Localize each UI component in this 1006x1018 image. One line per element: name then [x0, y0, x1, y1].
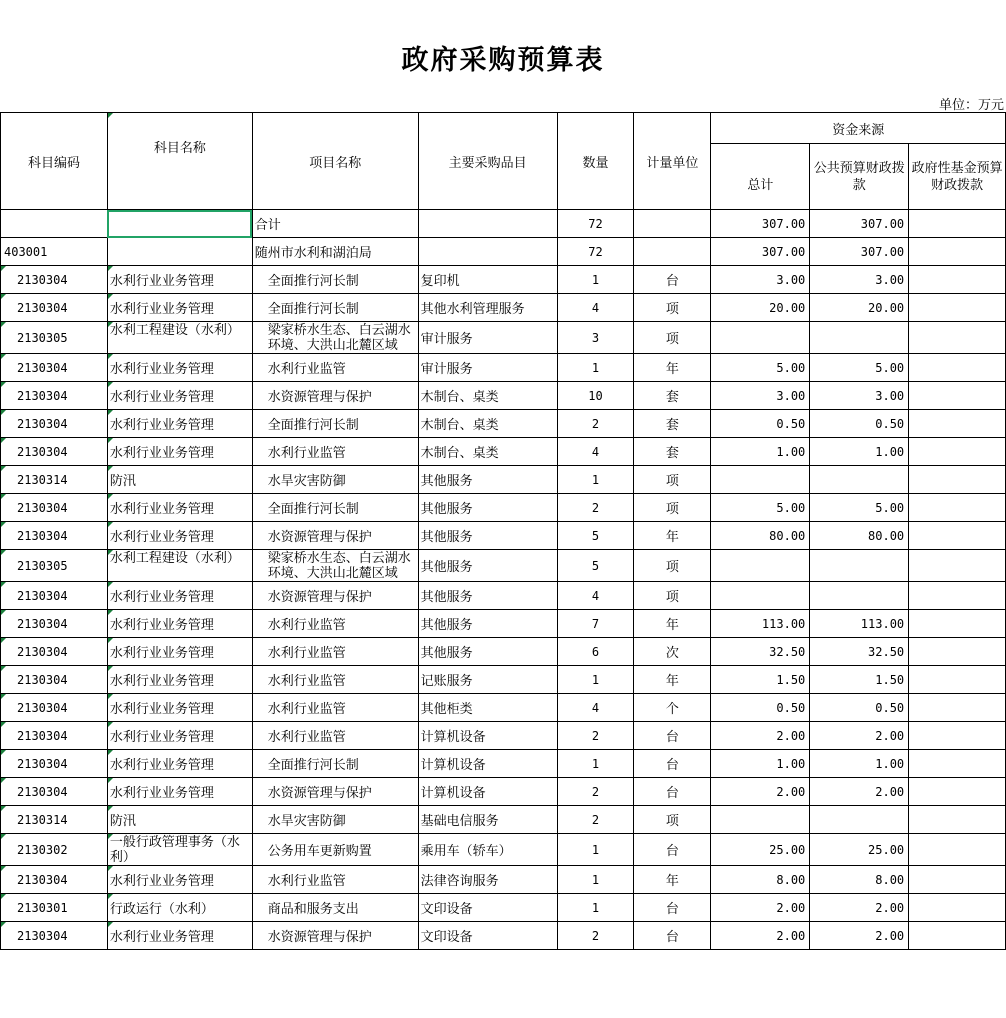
cell-project[interactable]: 全面推行河长制: [252, 266, 418, 294]
cell-total[interactable]: 5.00: [711, 354, 810, 382]
header-project[interactable]: 项目名称: [252, 113, 418, 210]
cell-public[interactable]: 80.00: [810, 522, 909, 550]
header-item[interactable]: 主要采购品目: [418, 113, 557, 210]
cell-item[interactable]: 其他服务: [418, 522, 557, 550]
summary-item[interactable]: [418, 210, 557, 238]
cell-measure[interactable]: 台: [634, 722, 711, 750]
cell-qty[interactable]: 1: [557, 834, 634, 866]
cell-item[interactable]: 计算机设备: [418, 750, 557, 778]
cell-project[interactable]: 水利行业监管: [252, 666, 418, 694]
cell-code[interactable]: 2130304: [1, 666, 108, 694]
cell-code[interactable]: 2130305: [1, 550, 108, 582]
cell-total[interactable]: 80.00: [711, 522, 810, 550]
cell-subject[interactable]: 一般行政管理事务（水利）: [107, 834, 252, 866]
cell-subject[interactable]: 水利行业业务管理: [107, 582, 252, 610]
cell-public[interactable]: [810, 466, 909, 494]
cell-code[interactable]: 2130304: [1, 266, 108, 294]
cell-total[interactable]: [711, 322, 810, 354]
dept-total[interactable]: 307.00: [711, 238, 810, 266]
cell-item[interactable]: 其他柜类: [418, 694, 557, 722]
cell-project[interactable]: 水资源管理与保护: [252, 582, 418, 610]
cell-qty[interactable]: 4: [557, 294, 634, 322]
cell-total[interactable]: 113.00: [711, 610, 810, 638]
cell-qty[interactable]: 1: [557, 354, 634, 382]
unit-label: 单位：万元: [938, 98, 1004, 113]
cell-project[interactable]: 全面推行河长制: [252, 494, 418, 522]
cell-measure[interactable]: 项: [634, 322, 711, 354]
cell-code[interactable]: 2130304: [1, 610, 108, 638]
cell-project[interactable]: 水资源管理与保护: [252, 382, 418, 410]
cell-gov-fund[interactable]: [909, 866, 1006, 894]
cell-qty[interactable]: 1: [557, 666, 634, 694]
cell-public[interactable]: 20.00: [810, 294, 909, 322]
table-row: [1, 582, 1006, 610]
cell-measure[interactable]: 套: [634, 438, 711, 466]
cell-subject[interactable]: 水利行业业务管理: [107, 382, 252, 410]
cell-project[interactable]: 公务用车更新购置: [252, 834, 418, 866]
table-row: [1, 666, 1006, 694]
cell-item[interactable]: 复印机: [418, 266, 557, 294]
cell-subject[interactable]: 水利工程建设（水利）: [107, 322, 252, 354]
cell-code[interactable]: 2130301: [1, 894, 108, 922]
cell-gov-fund[interactable]: [909, 550, 1006, 582]
cell-public[interactable]: 113.00: [810, 610, 909, 638]
cell-project[interactable]: 梁家桥水生态、白云湖水环境、大洪山北麓区域: [252, 322, 418, 354]
cell-measure[interactable]: 台: [634, 778, 711, 806]
cell-qty[interactable]: 4: [557, 438, 634, 466]
cell-item[interactable]: 文印设备: [418, 894, 557, 922]
cell-total[interactable]: 8.00: [711, 866, 810, 894]
table-row: [1, 354, 1006, 382]
cell-public[interactable]: 1.00: [810, 438, 909, 466]
cell-qty[interactable]: 6: [557, 638, 634, 666]
cell-measure[interactable]: 个: [634, 694, 711, 722]
table-row: [1, 778, 1006, 806]
dept-project[interactable]: 随州市水利和湖泊局: [252, 238, 418, 266]
cell-project[interactable]: 水利行业监管: [252, 638, 418, 666]
cell-item[interactable]: 记账服务: [418, 666, 557, 694]
cell-subject[interactable]: 水利行业业务管理: [107, 610, 252, 638]
cell-gov-fund[interactable]: [909, 522, 1006, 550]
cell-total[interactable]: 2.00: [711, 722, 810, 750]
cell-gov-fund[interactable]: [909, 610, 1006, 638]
table-row: [1, 382, 1006, 410]
cell-code[interactable]: 2130314: [1, 806, 108, 834]
cell-measure[interactable]: 项: [634, 806, 711, 834]
dept-row: [1, 238, 1006, 266]
cell-item[interactable]: 乘用车（轿车）: [418, 834, 557, 866]
cell-total[interactable]: 3.00: [711, 266, 810, 294]
table-row: [1, 466, 1006, 494]
cell-total[interactable]: [711, 466, 810, 494]
cell-qty[interactable]: 4: [557, 582, 634, 610]
table-row: [1, 438, 1006, 466]
cell-public[interactable]: 32.50: [810, 638, 909, 666]
cell-gov-fund[interactable]: [909, 494, 1006, 522]
cell-qty[interactable]: 2: [557, 922, 634, 950]
table-row: [1, 806, 1006, 834]
cell-code[interactable]: 2130304: [1, 866, 108, 894]
cell-public[interactable]: 5.00: [810, 494, 909, 522]
cell-gov-fund[interactable]: [909, 582, 1006, 610]
cell-gov-fund[interactable]: [909, 354, 1006, 382]
dept-subject[interactable]: [107, 238, 252, 266]
header-code[interactable]: 科目编码: [1, 113, 108, 210]
cell-total[interactable]: 20.00: [711, 294, 810, 322]
table-row: [1, 494, 1006, 522]
cell-public[interactable]: [810, 322, 909, 354]
cell-qty[interactable]: 1: [557, 750, 634, 778]
header-qty[interactable]: 数量: [557, 113, 634, 210]
summary-measure[interactable]: [634, 210, 711, 238]
dept-code[interactable]: 403001: [1, 238, 108, 266]
cell-gov-fund[interactable]: [909, 294, 1006, 322]
cell-code[interactable]: 2130314: [1, 466, 108, 494]
cell-item[interactable]: 其他服务: [418, 494, 557, 522]
summary-code[interactable]: [1, 210, 108, 238]
cell-measure[interactable]: 项: [634, 494, 711, 522]
cell-project[interactable]: 梁家桥水生态、白云湖水环境、大洪山北麓区域: [252, 550, 418, 582]
table-row: [1, 722, 1006, 750]
cell-qty[interactable]: 5: [557, 550, 634, 582]
cell-project[interactable]: 水利行业监管: [252, 354, 418, 382]
cell-gov-fund[interactable]: [909, 750, 1006, 778]
cell-measure[interactable]: 年: [634, 666, 711, 694]
cell-code[interactable]: 2130304: [1, 582, 108, 610]
header-gov-fund[interactable]: 政府性基金预算财政拨款: [909, 144, 1006, 210]
cell-total[interactable]: 25.00: [711, 834, 810, 866]
cell-measure[interactable]: 次: [634, 638, 711, 666]
table-row: [1, 294, 1006, 322]
cell-code[interactable]: 2130302: [1, 834, 108, 866]
table-row: [1, 894, 1006, 922]
cell-gov-fund[interactable]: [909, 834, 1006, 866]
cell-total[interactable]: 2.00: [711, 778, 810, 806]
cell-total[interactable]: 1.00: [711, 438, 810, 466]
cell-subject[interactable]: 防汛: [107, 806, 252, 834]
cell-public[interactable]: 3.00: [810, 382, 909, 410]
cell-code[interactable]: 2130304: [1, 694, 108, 722]
summary-total[interactable]: 307.00: [711, 210, 810, 238]
table-row: [1, 922, 1006, 950]
summary-qty[interactable]: 72: [557, 210, 634, 238]
dept-gov-fund[interactable]: [909, 238, 1006, 266]
cell-qty[interactable]: 2: [557, 722, 634, 750]
cell-code[interactable]: 2130304: [1, 722, 108, 750]
cell-measure[interactable]: 年: [634, 522, 711, 550]
summary-public[interactable]: 307.00: [810, 210, 909, 238]
cell-subject[interactable]: 水利工程建设（水利）: [107, 550, 252, 582]
cell-subject[interactable]: 防汛: [107, 466, 252, 494]
cell-total[interactable]: 1.00: [711, 750, 810, 778]
cell-gov-fund[interactable]: [909, 666, 1006, 694]
cell-gov-fund[interactable]: [909, 694, 1006, 722]
cell-measure[interactable]: 年: [634, 610, 711, 638]
table-row: [1, 410, 1006, 438]
cell-item[interactable]: 木制台、桌类: [418, 382, 557, 410]
cell-measure[interactable]: 台: [634, 750, 711, 778]
cell-public[interactable]: 0.50: [810, 410, 909, 438]
cell-item[interactable]: 其他服务: [418, 610, 557, 638]
cell-project[interactable]: 水资源管理与保护: [252, 778, 418, 806]
cell-project[interactable]: 水资源管理与保护: [252, 522, 418, 550]
cell-item[interactable]: 法律咨询服务: [418, 866, 557, 894]
cell-total[interactable]: 0.50: [711, 410, 810, 438]
cell-subject[interactable]: 水利行业业务管理: [107, 778, 252, 806]
cell-subject[interactable]: 水利行业业务管理: [107, 354, 252, 382]
cell-item[interactable]: 其他服务: [418, 550, 557, 582]
cell-gov-fund[interactable]: [909, 438, 1006, 466]
cell-project[interactable]: 水利行业监管: [252, 438, 418, 466]
cell-measure[interactable]: 台: [634, 922, 711, 950]
cell-subject[interactable]: 水利行业业务管理: [107, 438, 252, 466]
cell-code[interactable]: 2130304: [1, 494, 108, 522]
cell-total[interactable]: 2.00: [711, 894, 810, 922]
cell-code[interactable]: 2130304: [1, 382, 108, 410]
summary-gov-fund[interactable]: [909, 210, 1006, 238]
cell-gov-fund[interactable]: [909, 466, 1006, 494]
cell-subject[interactable]: 水利行业业务管理: [107, 694, 252, 722]
cell-item[interactable]: 其他服务: [418, 582, 557, 610]
table-row: [1, 322, 1006, 354]
table-row: [1, 610, 1006, 638]
cell-subject[interactable]: 水利行业业务管理: [107, 866, 252, 894]
cell-subject[interactable]: 水利行业业务管理: [107, 266, 252, 294]
cell-subject[interactable]: 水利行业业务管理: [107, 750, 252, 778]
cell-total[interactable]: 5.00: [711, 494, 810, 522]
cell-subject[interactable]: 水利行业业务管理: [107, 922, 252, 950]
header-subject[interactable]: 科目名称: [107, 113, 252, 210]
table-row: [1, 834, 1006, 866]
cell-qty[interactable]: 1: [557, 894, 634, 922]
cell-measure[interactable]: 项: [634, 550, 711, 582]
cell-public[interactable]: 25.00: [810, 834, 909, 866]
cell-total[interactable]: 2.00: [711, 922, 810, 950]
cell-subject[interactable]: 水利行业业务管理: [107, 638, 252, 666]
cell-public[interactable]: 8.00: [810, 866, 909, 894]
cell-project[interactable]: 水旱灾害防御: [252, 466, 418, 494]
cell-item[interactable]: 其他水利管理服务: [418, 294, 557, 322]
cell-project[interactable]: 水利行业监管: [252, 866, 418, 894]
cell-code[interactable]: 2130304: [1, 922, 108, 950]
cell-code[interactable]: 2130304: [1, 294, 108, 322]
cell-subject[interactable]: 水利行业业务管理: [107, 494, 252, 522]
cell-qty[interactable]: 3: [557, 322, 634, 354]
cell-project[interactable]: 全面推行河长制: [252, 294, 418, 322]
cell-gov-fund[interactable]: [909, 922, 1006, 950]
cell-total[interactable]: 1.50: [711, 666, 810, 694]
cell-qty[interactable]: 4: [557, 694, 634, 722]
cell-project[interactable]: 商品和服务支出: [252, 894, 418, 922]
cell-total[interactable]: [711, 806, 810, 834]
table-row: [1, 522, 1006, 550]
table-row: [1, 638, 1006, 666]
cell-subject[interactable]: 水利行业业务管理: [107, 522, 252, 550]
cell-public[interactable]: 2.00: [810, 722, 909, 750]
cell-measure[interactable]: 台: [634, 266, 711, 294]
table-row: [1, 694, 1006, 722]
cell-code[interactable]: 2130304: [1, 522, 108, 550]
cell-item[interactable]: 计算机设备: [418, 778, 557, 806]
cell-public[interactable]: 1.00: [810, 750, 909, 778]
cell-gov-fund[interactable]: [909, 322, 1006, 354]
cell-measure[interactable]: 项: [634, 294, 711, 322]
cell-total[interactable]: 0.50: [711, 694, 810, 722]
cell-gov-fund[interactable]: [909, 638, 1006, 666]
cell-gov-fund[interactable]: [909, 806, 1006, 834]
cell-qty[interactable]: 7: [557, 610, 634, 638]
cell-code[interactable]: 2130304: [1, 778, 108, 806]
cell-subject[interactable]: 行政运行（水利）: [107, 894, 252, 922]
cell-subject[interactable]: 水利行业业务管理: [107, 722, 252, 750]
header-public-budget[interactable]: 公共预算财政拨款: [810, 144, 909, 210]
cell-qty[interactable]: 2: [557, 778, 634, 806]
header-total[interactable]: 总计: [711, 144, 810, 210]
cell-public[interactable]: [810, 806, 909, 834]
cell-item[interactable]: 其他服务: [418, 638, 557, 666]
cell-item[interactable]: 审计服务: [418, 322, 557, 354]
cell-total[interactable]: [711, 550, 810, 582]
cell-public[interactable]: [810, 550, 909, 582]
cell-public[interactable]: 3.00: [810, 266, 909, 294]
cell-total[interactable]: [711, 582, 810, 610]
cell-public[interactable]: [810, 582, 909, 610]
cell-measure[interactable]: 年: [634, 866, 711, 894]
cell-public[interactable]: 2.00: [810, 778, 909, 806]
cell-measure[interactable]: 项: [634, 466, 711, 494]
selected-cell[interactable]: [107, 210, 252, 238]
cell-total[interactable]: 32.50: [711, 638, 810, 666]
cell-measure[interactable]: 台: [634, 834, 711, 866]
header-row-1: [1, 113, 1006, 144]
cell-project[interactable]: 水利行业监管: [252, 694, 418, 722]
summary-row: [1, 210, 1006, 238]
cell-total[interactable]: 3.00: [711, 382, 810, 410]
cell-project[interactable]: 水旱灾害防御: [252, 806, 418, 834]
cell-qty[interactable]: 1: [557, 266, 634, 294]
cell-measure[interactable]: 台: [634, 894, 711, 922]
table-row: [1, 866, 1006, 894]
header-funds[interactable]: 资金来源: [711, 113, 1006, 144]
cell-item[interactable]: 其他服务: [418, 466, 557, 494]
cell-item[interactable]: 木制台、桌类: [418, 438, 557, 466]
cell-qty[interactable]: 2: [557, 494, 634, 522]
cell-gov-fund[interactable]: [909, 410, 1006, 438]
cell-gov-fund[interactable]: [909, 778, 1006, 806]
cell-gov-fund[interactable]: [909, 266, 1006, 294]
cell-gov-fund[interactable]: [909, 722, 1006, 750]
cell-qty[interactable]: 1: [557, 866, 634, 894]
cell-public[interactable]: 2.00: [810, 922, 909, 950]
cell-measure[interactable]: 项: [634, 582, 711, 610]
cell-code[interactable]: 2130304: [1, 638, 108, 666]
budget-table: [0, 112, 1006, 950]
cell-qty[interactable]: 5: [557, 522, 634, 550]
cell-project[interactable]: 全面推行河长制: [252, 750, 418, 778]
cell-project[interactable]: 水利行业监管: [252, 610, 418, 638]
cell-measure[interactable]: 套: [634, 410, 711, 438]
cell-public[interactable]: 1.50: [810, 666, 909, 694]
cell-code[interactable]: 2130304: [1, 410, 108, 438]
cell-code[interactable]: 2130304: [1, 438, 108, 466]
cell-code[interactable]: 2130304: [1, 750, 108, 778]
cell-project[interactable]: 水资源管理与保护: [252, 922, 418, 950]
cell-measure[interactable]: 年: [634, 354, 711, 382]
cell-item[interactable]: 木制台、桌类: [418, 410, 557, 438]
table-row: [1, 550, 1006, 582]
dept-measure[interactable]: [634, 238, 711, 266]
cell-qty[interactable]: 2: [557, 410, 634, 438]
table-row: [1, 266, 1006, 294]
cell-item[interactable]: 基础电信服务: [418, 806, 557, 834]
cell-measure[interactable]: 套: [634, 382, 711, 410]
cell-project[interactable]: 全面推行河长制: [252, 410, 418, 438]
cell-gov-fund[interactable]: [909, 382, 1006, 410]
table-row: [1, 750, 1006, 778]
cell-code[interactable]: 2130304: [1, 354, 108, 382]
page-title: 政府采购预算表: [401, 45, 605, 76]
cell-qty[interactable]: 10: [557, 382, 634, 410]
cell-public[interactable]: 0.50: [810, 694, 909, 722]
cell-item[interactable]: 计算机设备: [418, 722, 557, 750]
cell-item[interactable]: 审计服务: [418, 354, 557, 382]
dept-public[interactable]: 307.00: [810, 238, 909, 266]
cell-qty[interactable]: 2: [557, 806, 634, 834]
cell-public[interactable]: 2.00: [810, 894, 909, 922]
cell-qty[interactable]: 1: [557, 466, 634, 494]
header-measure[interactable]: 计量单位: [634, 113, 711, 210]
cell-subject[interactable]: 水利行业业务管理: [107, 294, 252, 322]
dept-item[interactable]: [418, 238, 557, 266]
cell-public[interactable]: 5.00: [810, 354, 909, 382]
cell-item[interactable]: 文印设备: [418, 922, 557, 950]
cell-code[interactable]: 2130305: [1, 322, 108, 354]
cell-project[interactable]: 水利行业监管: [252, 722, 418, 750]
cell-subject[interactable]: 水利行业业务管理: [107, 410, 252, 438]
cell-gov-fund[interactable]: [909, 894, 1006, 922]
summary-project[interactable]: 合计: [252, 210, 418, 238]
dept-qty[interactable]: 72: [557, 238, 634, 266]
cell-subject[interactable]: 水利行业业务管理: [107, 666, 252, 694]
